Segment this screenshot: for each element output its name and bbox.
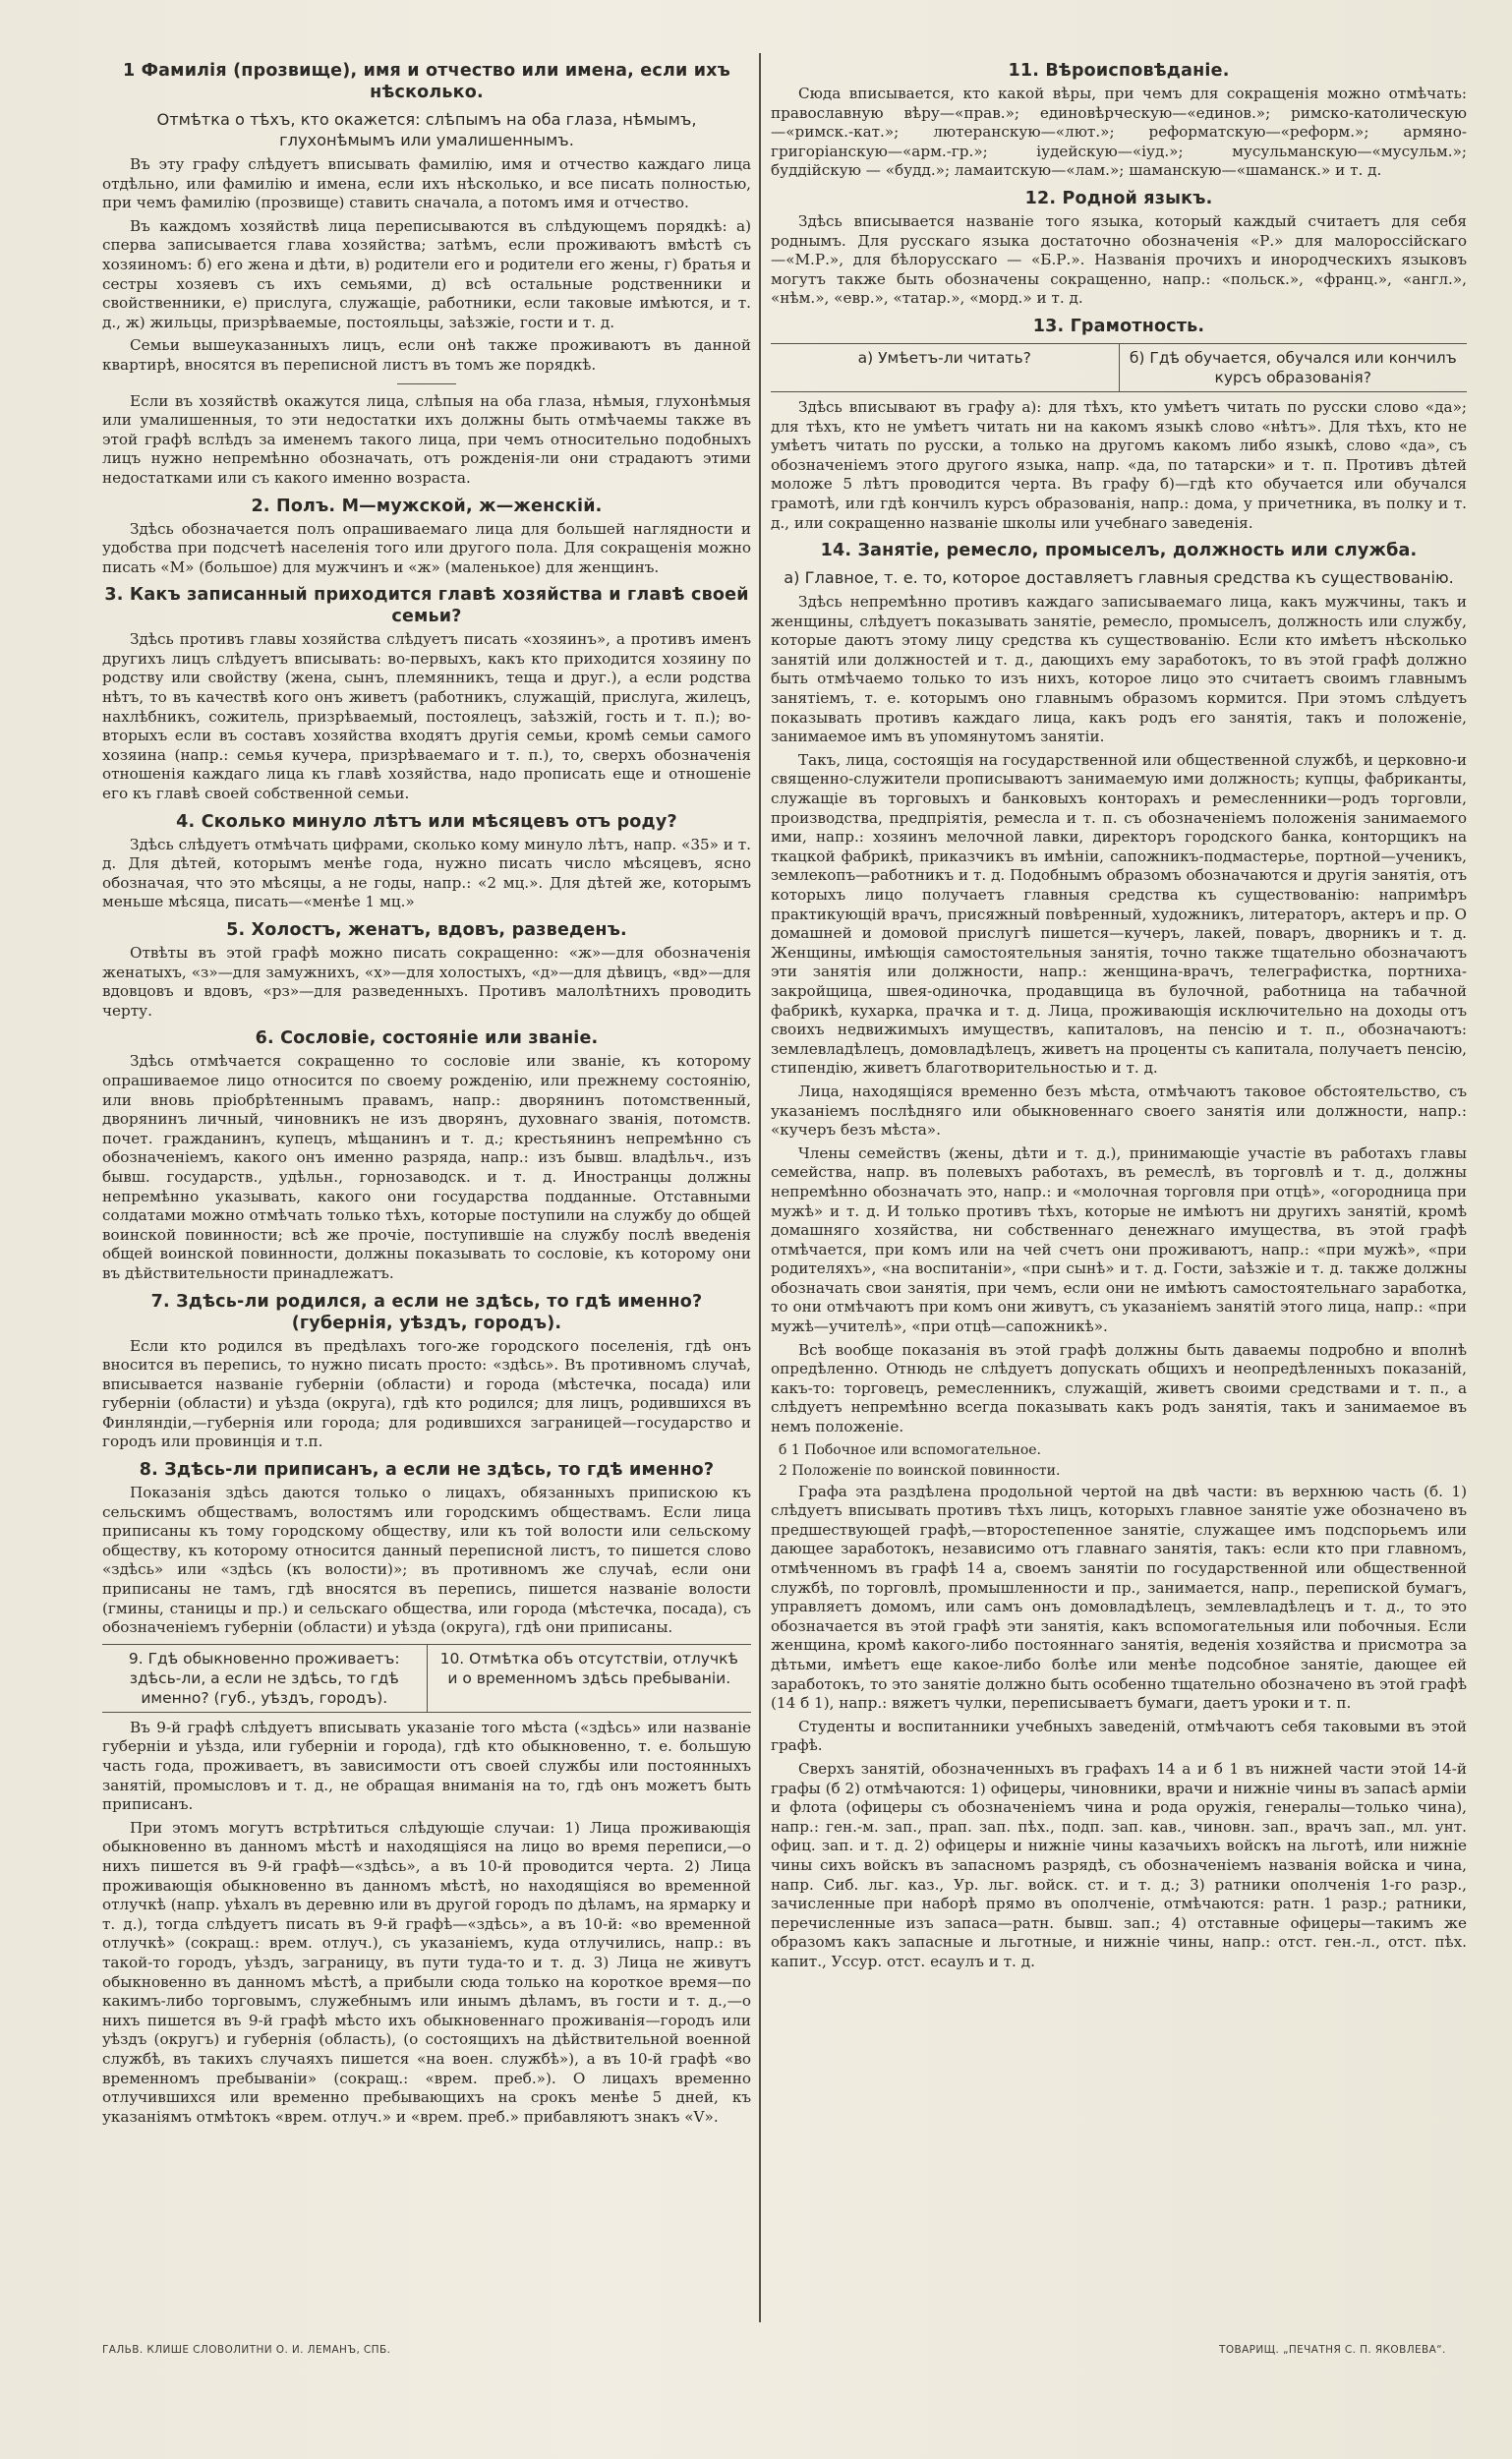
heading-4-age: 4. Сколько минуло лѣтъ или мѣсяцевъ отъ роду? xyxy=(176,811,677,832)
heading-10-absence: 10. Отмѣтка объ отсутствіи, отлучкѣ и о временномъ здѣсь пребываніи. xyxy=(427,1645,752,1712)
footer-right: ТОВАРИЩ. „ПЕЧАТНЯ С. П. ЯКОВЛЕВА“. xyxy=(1219,2344,1446,2356)
paragraph: Въ 9-й графѣ слѣдуетъ вписывать указаніе того мѣста («здѣсь» или названіе губерніи и уѣзда, или губерніи и города), гдѣ кто обыкновенно, т. е. большую часть года, проживаетъ, въ зависимости отъ своей службы или постоянныхъ занятій, промысловъ и т. д., не обращая вниманія на то, гдѣ онъ можетъ быть приписанъ. xyxy=(102,1718,751,1814)
heading-12-language: 12. Родной языкъ. xyxy=(1024,188,1213,208)
paragraph: Семьи вышеуказанныхъ лицъ, если онѣ также проживаютъ въ данной квартирѣ, вносятся въ переписной листъ въ томъ же порядкѣ. xyxy=(102,336,751,374)
heading-9-residence: 9. Гдѣ обыкновенно проживаетъ: здѣсь-ли, а если не здѣсь, то гдѣ именно? (губ., уѣздъ, городъ). xyxy=(128,1649,400,1707)
paragraph: Здѣсь вписывают въ графу а): для тѣхъ, кто умѣетъ читать по русски слово «да»; для тѣхъ, кто не умѣетъ читать ни на какомъ языкѣ слово «нѣтъ». Для тѣхъ, кто не умѣетъ читать по русски, а только на другомъ какомъ либо языкѣ, слово «да», съ обозначеніемъ этого другого языка, напр. «да, по татарски» и т. п. Противъ дѣтей моложе 5 лѣтъ проводится черта. Въ графу б)—гдѣ кто обучается или обучался грамотѣ, или гдѣ кончилъ курсъ образованія, напр.: дома, у причетника, въ полку и т. д., или сокращенно названіе школы или учебнаго заведенія. xyxy=(771,397,1467,532)
paragraph: Члены семействъ (жены, дѣти и т. д.), принимающіе участіе въ работахъ главы семейства, напр. въ полевыхъ работахъ, въ ремеслѣ, въ торговлѣ и т. д., должны непремѣнно обозначать это, напр.: и «молочная торговля при отцѣ», «огородница при мужѣ» и т. д. И только противъ тѣхъ, которые не имѣютъ ни другихъ занятій, кромѣ домашняго хозяйства, ни собственнаго денежнаго имущества, въ этой графѣ отмѣчается, при комъ или на чей счетъ они проживаютъ, напр.: «при мужѣ», «при родителяхъ», «на воспитаніи», «при сынѣ» и т. д. Гости, заѣзжіе и т. д. также должны обозначать свои занятія, при чемъ, если они не имѣютъ самостоятельнаго заработка, то они отмѣчаютъ при комъ они живутъ, съ указаніемъ занятій этого лица, напр.: «при мужѣ—учителѣ», «при отцѣ—сапожникѣ». xyxy=(771,1143,1467,1336)
heading-14-occupation: 14. Занятіе, ремесло, промыселъ, должность или служба. xyxy=(820,541,1418,561)
heading-11-religion: 11. Вѣроисповѣданіе. xyxy=(1008,61,1230,81)
heading-14a-main: а) Главное, т. е. то, которое доставляетъ главныя средства къ существованію. xyxy=(784,568,1454,588)
heading-1-defects: Отмѣтка о тѣхъ, кто окажется: слѣпымъ на оба глаза, нѣмымъ, глухонѣмымъ или умалишеннымъ. xyxy=(156,110,697,149)
paragraph: Въ эту графу слѣдуетъ вписывать фамилію, имя и отчество каждаго лица отдѣльно, или фамилію и имена, если ихъ нѣсколько, и все писать полностью, при чемъ фамилію (прозвище) ставить сначала, а потомъ имя и отчество. xyxy=(102,155,751,212)
heading-7-birthplace: 7. Здѣсь-ли родился, а если не здѣсь, то гдѣ именно? (губернія, уѣздъ, городъ). xyxy=(150,1291,703,1333)
paragraph: Лица, находящіяся временно безъ мѣста, отмѣчаютъ таковое обстоятельство, съ указаніемъ послѣдняго или обыкновеннаго своего занятія или должности, напр.: «кучеръ безъ мѣста». xyxy=(771,1082,1467,1140)
paragraph: Здѣсь противъ главы хозяйства слѣдуетъ писать «хозяинъ», а противъ именъ другихъ лицъ слѣдуетъ вписывать: во-первыхъ, какъ кто приходится хозяину по родству или свойству (жена, сынъ, племянникъ, теща и друг.), а если родства нѣтъ, то въ качествѣ кого онъ живетъ (работникъ, служащій, прислуга, жилецъ, нахлѣбникъ, сожитель, призрѣваемый, постоялецъ, заѣзжій, гость и т. п.); во-вторыхъ если въ составъ хозяйства входятъ другія семьи, кромѣ семьи самого хозяина (напр.: семья кучера, призрѣваемаго и т. п.), то, сверхъ обозначенія отношенія каждаго лица къ главѣ хозяйства, надо прописать еще и отношеніе его къ главѣ своей собственной семьи. xyxy=(102,630,751,803)
column-divider xyxy=(759,53,761,2322)
split-heading-9-10 xyxy=(102,1644,751,1713)
left-column xyxy=(102,53,751,2131)
footer-left: ГАЛЬВ. КЛИШЕ СЛОВОЛИТНИ О. И. ЛЕМАНЪ, СПБ. xyxy=(102,2344,391,2356)
paragraph: Сверхъ занятій, обозначенныхъ въ графахъ 14 а и б 1 въ нижней части этой 14-й графы (б 2) отмѣчаются: 1) офицеры, чиновники, врачи и нижніе чины въ запасѣ арміи и флота (офицеры съ обозначеніемъ чина и рода оружія, генералы—только чина), напр.: ген.-м. зап., прап. зап. пѣх., подп. зап. кав., чиновн. зап., врачъ зап., мл. унт. офиц. зап. и т. д. 2) офицеры и нижніе чины казачьихъ войскъ на льготѣ, или нижніе чины сихъ войскъ въ запасномъ разрядѣ, съ обозначеніемъ названія войска и чина, напр. Сиб. льг. каз., Ур. льг. войск. ст. и т. д.; 3) ратники ополченія 1-го разр., зачисленные при наборѣ прямо въ ополченіе, отмѣчаются: ратн. 1 разр.; ратники, перечисленные изъ запаса—ратн. бывш. зап.; 4) отставные офицеры—такимъ же образомъ какъ запасные и льготные, и нижніе чины, напр.: отст. ген.-л., отст. пѣх. капит., Уссур. отст. есаулъ и т. д. xyxy=(771,1759,1467,1970)
heading-13-literacy: 13. Грамотность. xyxy=(1032,316,1205,336)
heading-2-sex: 2. Полъ. М—мужской, ж—женскій. xyxy=(251,496,603,516)
paragraph: Здѣсь обозначается полъ опрашиваемаго лица для большей наглядности и удобства при подсчетѣ населенія того или другого пола. Для сокращенія можно писать «М» (большое) для мужчинъ и «ж» (маленькое) для женщинъ. xyxy=(102,519,751,576)
heading-5-marital: 5. Холостъ, женатъ, вдовъ, разведенъ. xyxy=(226,920,627,940)
paragraph: Здѣсь слѣдуетъ отмѣчать цифрами, сколько кому минуло лѣтъ, напр. «35» и т. д. Для дѣтей, которымъ менѣе года, нужно писать число мѣсяцевъ, ясно обозначая, что это мѣсяцы, а не годы, напр.: «2 мц.». Для дѣтей же, которымъ меньше мѣсяца, писать—«менѣе 1 мц.» xyxy=(102,835,751,911)
paragraph: Показанія здѣсь даются только о лицахъ, обязанныхъ припискою къ сельскимъ обществамъ, волостямъ или городскимъ обществамъ. Если лица приписаны къ тому городскому обществу, или къ той волости или сельскому обществу, къ которому относится данный переписной листъ, то пишется слово «здѣсь» или «здѣсь (къ волости)»; въ противномъ же случаѣ, если они приписаны не тамъ, гдѣ вносятся въ перепись, пишется названіе волости (гмины, станицы и пр.) и сельскаго общества, или города (мѣстечка, посада), съ обозначеніемъ губерніи (области) и уѣзда (округа), гдѣ они приписаны. xyxy=(102,1484,751,1637)
divider xyxy=(397,383,456,384)
heading-3-relation: 3. Какъ записанный приходится главѣ хозяйства и главѣ своей семьи? xyxy=(104,585,749,627)
paragraph: Графа эта раздѣлена продольной чертой на двѣ части: въ верхнюю часть (б. 1) слѣдуетъ вписывать противъ тѣхъ лицъ, которыхъ главное занятіе уже обозначено въ предшествующей графѣ,—второстепенное занятіе, служащее имъ подспорьемъ или дающее заработокъ, независимо отъ главнаго занятія, такъ: если кто при главномъ, отмѣченномъ въ графѣ 14 а, своемъ занятіи по государственной или общественной службѣ, по торговлѣ, промышленности и пр., занимается, напр., перепиской бумагъ, управляетъ домомъ, или самъ онъ домовладѣлецъ, землевладѣлецъ и т. д., то это обозначается въ этой графѣ эти занятія, какъ вспомогательныя или побочныя. Если женщина, кромѣ какого-либо постояннаго занятія, веденія хозяйства и присмотра за дѣтьми, имѣетъ еще какое-либо болѣе или менѣе подсобное занятіе, дающее ей заработокъ, то это занятіе должно быть особенно тщательно обозначено въ этой графѣ (14 б 1), напр.: вяжетъ чулки, переписываетъ бумаги, даетъ уроки и т. п. xyxy=(771,1482,1467,1713)
heading-14b2: 2 Положеніе по воинской повинности. xyxy=(779,1462,1061,1479)
paragraph: Если въ хозяйствѣ окажутся лица, слѣпыя на оба глаза, нѣмыя, глухонѣмыя или умалишенныя, то эти недостатки ихъ должны быть отмѣчаемы также въ этой графѣ вслѣдъ за именемъ такого лица, при чемъ относительно подобныхъ лицъ нужно непремѣнно обозначать, отъ рожденія-ли они страдаютъ этими недостатками или съ какого именно возраста. xyxy=(102,391,751,487)
split-heading-13 xyxy=(771,343,1467,392)
paragraph: Здѣсь отмѣчается сокращенно то сословіе или званіе, къ которому опрашиваемое лицо относится по своему рожденію, или прежнему состоянію, или вновь пріобрѣтеннымъ правамъ, напр.: дворянинъ потомственный, дворянинъ личный, чиновникъ не изъ дворянъ, духовнаго званія, потомств. почет. гражданинъ, купецъ, мѣщанинъ и т. д.; крестьянинъ непремѣнно съ обозначеніемъ, какого онъ именно разряда, напр.: изъ бывш. владѣльч., изъ бывш. государств., удѣльн., горнозаводск. и т. д. Иностранцы должны непремѣнно указывать, какого они государства подданные. Отставными солдатами можно отмѣчать только тѣхъ, которые поступили на службу до общей воинской повинности; всѣ же прочіе, поступившіе на службу послѣ введенія общей воинской повинности, должны показывать то сословіе, къ которому они въ дѣйствительности принадлежатъ. xyxy=(102,1052,751,1282)
paragraph: Такъ, лица, состоящія на государственной или общественной службѣ, и церковно-и священно-служители прописываютъ занимаемую ими должность; купцы, фабриканты, служащіе въ торговыхъ и банковыхъ конторахъ и ремесленники—родъ торговли, производства, предпріятія, ремесла и т. п. съ обозначеніемъ положенія занимаемого ими, напр.: хозяинъ мелочной лавки, директоръ городского банка, конторщикъ на ткацкой фабрикѣ, приказчикъ въ имѣніи, сапожникъ-подмастерье, портной—ученикъ, землекопъ—работникъ и т. д. Подобнымъ образомъ обозначаются и другія занятія, отъ которыхъ лицо получаетъ главныя средства къ существованію: напримѣръ практикующій врачъ, присяжный повѣренный, художникъ, литераторъ, актеръ и пр. О домашней и домовой прислугѣ пишется—кучеръ, лакей, поваръ, дворникъ и т. д. Женщины, имѣющія самостоятельныя занятія, точно также тщательно обозначаютъ эти занятія или должности, напр.: женщина-врачъ, телеграфистка, портниха-закройщица, швея-одиночка, продавщица въ булочной, работница на табачной фабрикѣ, кухарка, прачка и т. д. Лица, проживающія исключительно на доходы отъ своихъ недвижимыхъ имуществъ, капиталовъ, на пенсію и т. п., обозначаютъ: землевладѣлецъ, домовладѣлецъ, живетъ на проценты съ капитала, получаетъ пенсію, стипендію, живетъ благотворительностью и т. д. xyxy=(771,750,1467,1078)
paragraph: При этомъ могутъ встрѣтиться слѣдующіе случаи: 1) Лица проживающія обыкновенно въ данномъ мѣстѣ и находящіяся на лицо во время переписи,—о нихъ пишется въ 9-й графѣ—«здѣсь», а въ 10-й проводится черта. 2) Лица проживающія обыкновенно въ данномъ мѣстѣ, но находящіяся во временной отлучкѣ (напр. уѣхалъ въ деревню или въ другой городъ по дѣламъ, на ярмарку и т. д.), тогда слѣдуетъ писать въ 9-й графѣ—«здѣсь», а въ 10-й: «во временной отлучкѣ» (сокращ.: врем. отлуч.), съ указаніемъ, куда отлучились, напр.: въ такой-то городъ, уѣздъ, заграницу, въ пути туда-то и т. д. 3) Лица не живутъ обыкновенно въ данномъ мѣстѣ, а прибыли сюда только на короткое время—по какимъ-либо торговымъ, служебнымъ или инымъ дѣламъ, въ гости и т. д.,—о нихъ пишется въ 9-й графѣ мѣсто ихъ обыкновеннаго проживанія—городъ или уѣздъ (округъ) и губернія (область), (о состоящихъ на дѣйствительной военной службѣ, въ такихъ случаяхъ пишется «на воен. службѣ»), а въ 10-й графѣ «во временномъ пребываніи» (сокращ.: «врем. преб.»). О лицахъ временно отлучившихся или временно пребывающихъ на срокъ менѣе 5 дней, къ указаніямъ отмѣтокъ «врем. отлуч.» и «врем. преб.» прибавляютъ знакъ «V». xyxy=(102,1818,751,2126)
paragraph: Отвѣты въ этой графѣ можно писать сокращенно: «ж»—для обозначенія женатыхъ, «з»—для замужнихъ, «х»—для холостыхъ, «д»—для дѣвицъ, «вд»—для вдовцовъ и вдовъ, «рз»—для разведенныхъ. Противъ малолѣтнихъ проводить черту. xyxy=(102,944,751,1020)
right-column xyxy=(771,53,1467,1975)
heading-6-estate: 6. Сословіе, состояніе или званіе. xyxy=(255,1028,599,1049)
paragraph: Всѣ вообще показанія въ этой графѣ должны быть даваемы подробно и вполнѣ опредѣленно. Отнюдь не слѣдуетъ допускать общихъ и неопредѣленныхъ показаній, какъ-то: торговецъ, ремесленникъ, служащій, живетъ своими средствами и т. п., а слѣдуетъ непремѣнно всегда показывать какъ родъ занятія, такъ и занимаемое въ немъ положеніе. xyxy=(771,1340,1467,1436)
heading-13a: а) Умѣетъ-ли читать? xyxy=(857,348,1031,367)
heading-13b: б) Гдѣ обучается, обучался или кончилъ курсъ образованія? xyxy=(1119,344,1468,391)
paragraph: Здѣсь непремѣнно противъ каждаго записываемаго лица, какъ мужчины, такъ и женщины, слѣдуетъ показывать занятіе, ремесло, промыселъ, должность или службу, которые даютъ этому лицу средства къ существованію. Если кто имѣетъ нѣсколько занятій или должностей и т. д., дающихъ ему заработокъ, то въ этой графѣ должно быть отмѣчаемо только то изъ нихъ, которое лицо это считаетъ своимъ главнымъ занятіемъ, т. е. которымъ оно главнымъ образомъ кормится. При этомъ слѣдуетъ показывать противъ каждаго лица, какъ родъ его занятія, такъ и положеніе, занимаемое имъ въ упомянутомъ занятіи. xyxy=(771,593,1467,746)
paragraph: Здѣсь вписывается названіе того языка, который каждый считаетъ для себя роднымъ. Для русскаго языка достаточно обозначенія «Р.» для малороссійскаго—«М.Р.», для бѣлорусскаго — «Б.Р.». Названія прочихъ и инородческихъ языковъ могутъ также быть обозначены сокращенно, напр.: «польск.», «франц.», «англ.», «нѣм.», «евр.», «татар.», «морд.» и т. д. xyxy=(771,211,1467,308)
paragraph: Студенты и воспитанники учебныхъ заведеній, отмѣчаютъ себя таковыми въ этой графѣ. xyxy=(771,1717,1467,1755)
paragraph: Въ каждомъ хозяйствѣ лица переписываются въ слѣдующемъ порядкѣ: а) сперва записывается глава хозяйства; затѣмъ, если проживаютъ вмѣстѣ съ хозяиномъ: б) его жена и дѣти, в) родители его и родители его жены, г) братья и сестры хозяевъ съ ихъ семьями, д) всѣ остальные родственники и свойственники, е) прислуга, служащіе, работники, если таковые имѣются, и т. д., ж) жильцы, призрѣваемые, постояльцы, заѣзжіе, гости и т. д. xyxy=(102,216,751,331)
heading-1-name: 1 Фамилія (прозвище), имя и отчество или имена, если ихъ нѣсколько. xyxy=(122,61,731,102)
heading-8-registered: 8. Здѣсь-ли приписанъ, а если не здѣсь, то гдѣ именно? xyxy=(139,1460,715,1481)
heading-14b1: б 1 Побочное или вспомогательное. xyxy=(779,1441,1042,1458)
paragraph: Если кто родился въ предѣлахъ того-же городского поселенія, гдѣ онъ вносится въ перепись, то нужно писать просто: «здѣсь». Въ противномъ случаѣ, вписывается названіе губерніи (области) и города (мѣстечка, посада) или губерніи (области) и уѣзда (округа), гдѣ кто родился; для лицъ, родившихся въ Финляндіи,—губернія или города; для родившихся заграницей—государство и городъ или провинція и т.п. xyxy=(102,1336,751,1451)
paragraph: Сюда вписывается, кто какой вѣры, при чемъ для сокращенія можно отмѣчать: православную вѣру—«прав.»; единовѣрческую—«единов.»; римско-католическую—«римск.-кат.»; лютеранскую—«лют.»; реформатскую—«реформ.»; армяно-григоріанскую—«арм.-гр.»; іудейскую—«іуд.»; мусульманскую—«мусульм.»; буддійскую — «будд.»; ламаитскую—«лам.»; шаманскую—«шаманск.» и т. д. xyxy=(771,85,1467,180)
